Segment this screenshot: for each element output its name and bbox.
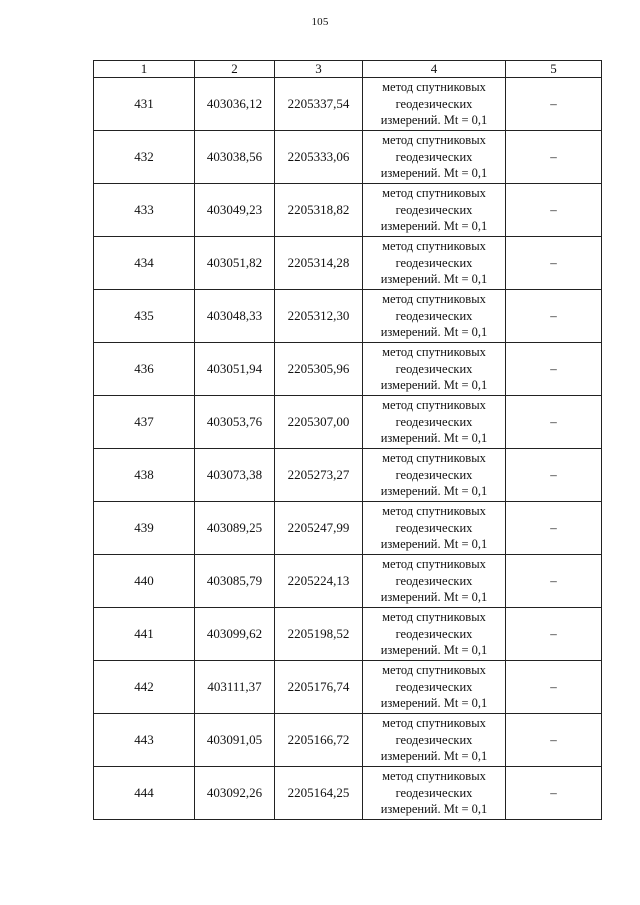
method-line: метод спутниковых xyxy=(382,716,486,731)
note-cell: – xyxy=(506,131,602,184)
coordinates-table xyxy=(93,60,602,820)
table-header-row xyxy=(94,61,602,78)
point-number-cell: 435 xyxy=(94,290,195,343)
method-line: измерений. Mt = 0,1 xyxy=(380,537,488,552)
method-line: метод спутниковых xyxy=(382,239,486,254)
note-cell: – xyxy=(506,714,602,767)
point-number-cell: 443 xyxy=(94,714,195,767)
y-coordinate-cell: 2205166,72 xyxy=(275,714,363,767)
table-row xyxy=(94,184,602,237)
x-coordinate-cell: 403051,94 xyxy=(195,343,275,396)
y-coordinate-cell: 2205318,82 xyxy=(275,184,363,237)
point-number-cell: 439 xyxy=(94,502,195,555)
y-coordinate-cell: 2205198,52 xyxy=(275,608,363,661)
x-coordinate-cell: 403036,12 xyxy=(195,78,275,131)
x-coordinate-cell: 403099,62 xyxy=(195,608,275,661)
note-cell: – xyxy=(506,608,602,661)
method-line: метод спутниковых xyxy=(382,504,486,519)
method-cell xyxy=(363,767,506,820)
method-cell xyxy=(363,661,506,714)
note-cell: – xyxy=(506,767,602,820)
x-coordinate-cell: 403049,23 xyxy=(195,184,275,237)
point-number-cell: 441 xyxy=(94,608,195,661)
method-line: метод спутниковых xyxy=(382,345,486,360)
method-line: измерений. Mt = 0,1 xyxy=(380,272,488,287)
point-number-cell: 433 xyxy=(94,184,195,237)
point-number-cell: 440 xyxy=(94,555,195,608)
y-coordinate-cell: 2205247,99 xyxy=(275,502,363,555)
method-cell xyxy=(363,449,506,502)
x-coordinate-cell: 403092,26 xyxy=(195,767,275,820)
point-number-cell: 442 xyxy=(94,661,195,714)
method-line: геодезических xyxy=(395,414,473,429)
method-line: измерений. Mt = 0,1 xyxy=(380,166,488,181)
x-coordinate-cell: 403089,25 xyxy=(195,502,275,555)
note-cell: – xyxy=(506,396,602,449)
method-cell xyxy=(363,396,506,449)
point-number-cell: 438 xyxy=(94,449,195,502)
method-line: измерений. Mt = 0,1 xyxy=(380,113,488,128)
y-coordinate-cell: 2205307,00 xyxy=(275,396,363,449)
point-number-cell: 444 xyxy=(94,767,195,820)
table-row xyxy=(94,767,602,820)
note-cell: – xyxy=(506,290,602,343)
table-row xyxy=(94,502,602,555)
method-line: метод спутниковых xyxy=(382,451,486,466)
y-coordinate-cell: 2205224,13 xyxy=(275,555,363,608)
method-line: измерений. Mt = 0,1 xyxy=(380,696,488,711)
method-line: метод спутниковых xyxy=(382,610,486,625)
note-cell: – xyxy=(506,237,602,290)
column-header-5: 5 xyxy=(506,61,602,78)
table-row xyxy=(94,714,602,767)
note-cell: – xyxy=(506,661,602,714)
method-line: геодезических xyxy=(395,255,473,270)
column-header-3: 3 xyxy=(275,61,363,78)
point-number-cell: 431 xyxy=(94,78,195,131)
y-coordinate-cell: 2205337,54 xyxy=(275,78,363,131)
y-coordinate-cell: 2205305,96 xyxy=(275,343,363,396)
method-line: измерений. Mt = 0,1 xyxy=(380,590,488,605)
table-body xyxy=(94,78,602,820)
method-line: метод спутниковых xyxy=(382,663,486,678)
method-cell xyxy=(363,555,506,608)
method-line: геодезических xyxy=(395,202,473,217)
point-number-cell: 436 xyxy=(94,343,195,396)
point-number-cell: 434 xyxy=(94,237,195,290)
method-line: геодезических xyxy=(395,149,473,164)
method-line: измерений. Mt = 0,1 xyxy=(380,802,488,817)
point-number-cell: 437 xyxy=(94,396,195,449)
method-line: измерений. Mt = 0,1 xyxy=(380,484,488,499)
x-coordinate-cell: 403051,82 xyxy=(195,237,275,290)
method-cell xyxy=(363,608,506,661)
method-cell xyxy=(363,502,506,555)
note-cell: – xyxy=(506,502,602,555)
method-line: измерений. Mt = 0,1 xyxy=(380,643,488,658)
method-line: измерений. Mt = 0,1 xyxy=(380,325,488,340)
method-cell xyxy=(363,184,506,237)
page-number: 105 xyxy=(311,16,329,28)
method-cell xyxy=(363,714,506,767)
table-row xyxy=(94,396,602,449)
x-coordinate-cell: 403073,38 xyxy=(195,449,275,502)
x-coordinate-cell: 403053,76 xyxy=(195,396,275,449)
y-coordinate-cell: 2205314,28 xyxy=(275,237,363,290)
table-row xyxy=(94,608,602,661)
table-row xyxy=(94,449,602,502)
method-line: метод спутниковых xyxy=(382,557,486,572)
point-number-cell: 432 xyxy=(94,131,195,184)
method-line: геодезических xyxy=(395,467,473,482)
method-line: геодезических xyxy=(395,679,473,694)
method-cell xyxy=(363,343,506,396)
note-cell: – xyxy=(506,343,602,396)
method-cell xyxy=(363,237,506,290)
x-coordinate-cell: 403085,79 xyxy=(195,555,275,608)
x-coordinate-cell: 403048,33 xyxy=(195,290,275,343)
y-coordinate-cell: 2205176,74 xyxy=(275,661,363,714)
method-line: метод спутниковых xyxy=(382,398,486,413)
method-line: метод спутниковых xyxy=(382,769,486,784)
table-row xyxy=(94,131,602,184)
y-coordinate-cell: 2205333,06 xyxy=(275,131,363,184)
note-cell: – xyxy=(506,184,602,237)
table-row xyxy=(94,78,602,131)
method-cell xyxy=(363,78,506,131)
method-line: геодезических xyxy=(395,626,473,641)
method-line: измерений. Mt = 0,1 xyxy=(380,749,488,764)
method-cell xyxy=(363,290,506,343)
note-cell: – xyxy=(506,78,602,131)
method-line: метод спутниковых xyxy=(382,133,486,148)
method-line: геодезических xyxy=(395,96,473,111)
method-line: геодезических xyxy=(395,573,473,588)
x-coordinate-cell: 403091,05 xyxy=(195,714,275,767)
y-coordinate-cell: 2205312,30 xyxy=(275,290,363,343)
column-header-4: 4 xyxy=(363,61,506,78)
table-row xyxy=(94,661,602,714)
table-row xyxy=(94,343,602,396)
column-header-1: 1 xyxy=(94,61,195,78)
column-header-2: 2 xyxy=(195,61,275,78)
method-line: измерений. Mt = 0,1 xyxy=(380,378,488,393)
y-coordinate-cell: 2205273,27 xyxy=(275,449,363,502)
method-line: геодезических xyxy=(395,308,473,323)
x-coordinate-cell: 403038,56 xyxy=(195,131,275,184)
method-line: геодезических xyxy=(395,785,473,800)
table-row xyxy=(94,555,602,608)
x-coordinate-cell: 403111,37 xyxy=(195,661,275,714)
table-row xyxy=(94,290,602,343)
y-coordinate-cell: 2205164,25 xyxy=(275,767,363,820)
table-row xyxy=(94,237,602,290)
method-line: геодезических xyxy=(395,732,473,747)
method-line: геодезических xyxy=(395,361,473,376)
note-cell: – xyxy=(506,449,602,502)
method-cell xyxy=(363,131,506,184)
method-line: измерений. Mt = 0,1 xyxy=(380,431,488,446)
note-cell: – xyxy=(506,555,602,608)
method-line: измерений. Mt = 0,1 xyxy=(380,219,488,234)
method-line: метод спутниковых xyxy=(382,186,486,201)
method-line: геодезических xyxy=(395,520,473,535)
method-line: метод спутниковых xyxy=(382,80,486,95)
method-line: метод спутниковых xyxy=(382,292,486,307)
